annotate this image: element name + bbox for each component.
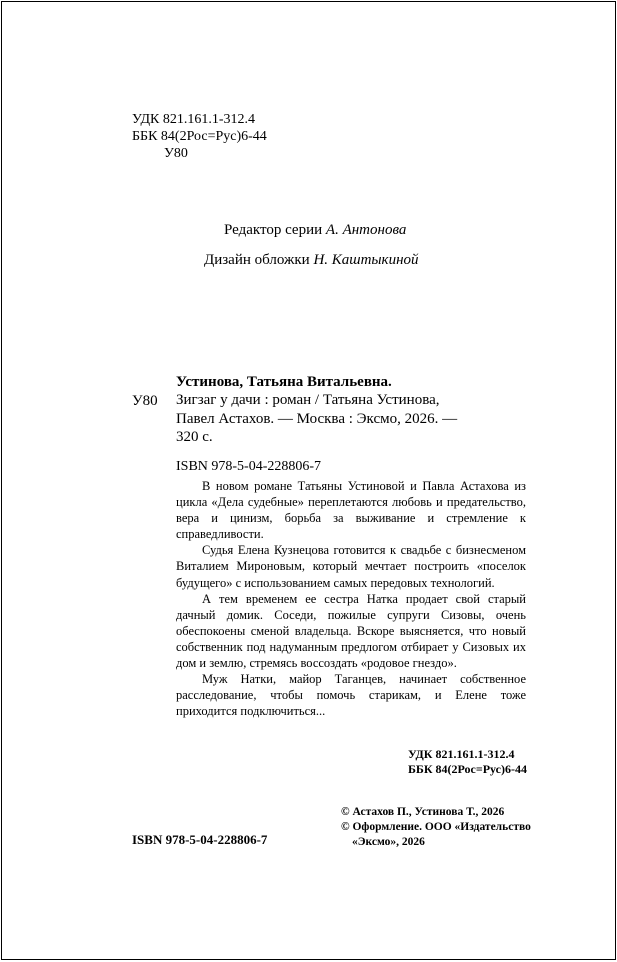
top-classification-codes: [132, 111, 267, 162]
copyright-line: «Эксмо», 2026: [352, 836, 425, 848]
annotation-paragraph: Судья Елена Кузнецова готовится к свадьбе с бизнесменом Виталием Мироновым, который мечтает построить «поселок будущего» с использованием самых передовых технологий.: [176, 543, 526, 590]
udk-code-bottom: УДК 821.161.1-312.4: [407, 747, 515, 761]
copyright-line: © Оформление. ООО «Издательство: [341, 821, 531, 833]
biblio-line: 320 с.: [176, 429, 213, 445]
bottom-classification-codes: [408, 747, 527, 777]
author-mark: У80: [164, 146, 188, 161]
annotation-paragraph: Муж Натки, майор Таганцев, начинает собственное расследование, чтобы помочь старикам, и Елене тоже приходится подключиться...: [176, 672, 526, 719]
author-heading: Устинова, Татьяна Витальевна.: [176, 374, 392, 390]
bbk-code-bottom: ББК 84(2Рос=Рус)6-44: [407, 762, 527, 776]
isbn-bottom: ISBN 978-5-04-228806-7: [132, 832, 268, 847]
series-editor-label: Редактор серии: [224, 222, 323, 238]
biblio-line: Павел Астахов. — Москва : Эксмо, 2026. —: [176, 410, 458, 427]
series-editor-credit: [224, 222, 406, 239]
annotation-paragraph: В новом романе Татьяны Устиновой и Павла Астахова из цикла «Дела судебные» переплетаются любовь и предательство, вера и цинизм, борьба за выживание и стремление к справедливости.: [176, 479, 526, 542]
isbn-top: ISBN 978-5-04-228806-7: [176, 459, 322, 474]
cover-design-credit: [204, 252, 419, 269]
biblio-line: Зигзаг у дачи : роман / Татьяна Устинова,: [176, 392, 440, 408]
udk-code: УДК 821.161.1-312.4: [132, 112, 256, 127]
bbk-code: ББК 84(2Рос=Рус)6-44: [132, 129, 267, 144]
copyright-block: [341, 805, 531, 850]
cover-design-name: Н. Каштыкиной: [313, 252, 419, 268]
bibliographic-description: [176, 391, 526, 447]
cover-design-label: Дизайн обложки: [204, 252, 310, 268]
series-editor-name: А. Антонова: [325, 222, 407, 238]
copyright-line: © Астахов П., Устинова Т., 2026: [341, 806, 505, 818]
author-mark-left: У80: [132, 393, 158, 409]
copyright-page: [1, 1, 616, 960]
annotation: [176, 478, 526, 719]
annotation-paragraph: А тем временем ее сестра Натка продает свой старый дачный домик. Соседи, пожилые супруги Сизовы, очень обеспокоены сменой владельца. Вскоре выясняется, что новый собственник под надуманным предлогом отбирает у Сизовых их дом и землю, стремясь воссоздать «родовое гнездо».: [176, 591, 526, 671]
